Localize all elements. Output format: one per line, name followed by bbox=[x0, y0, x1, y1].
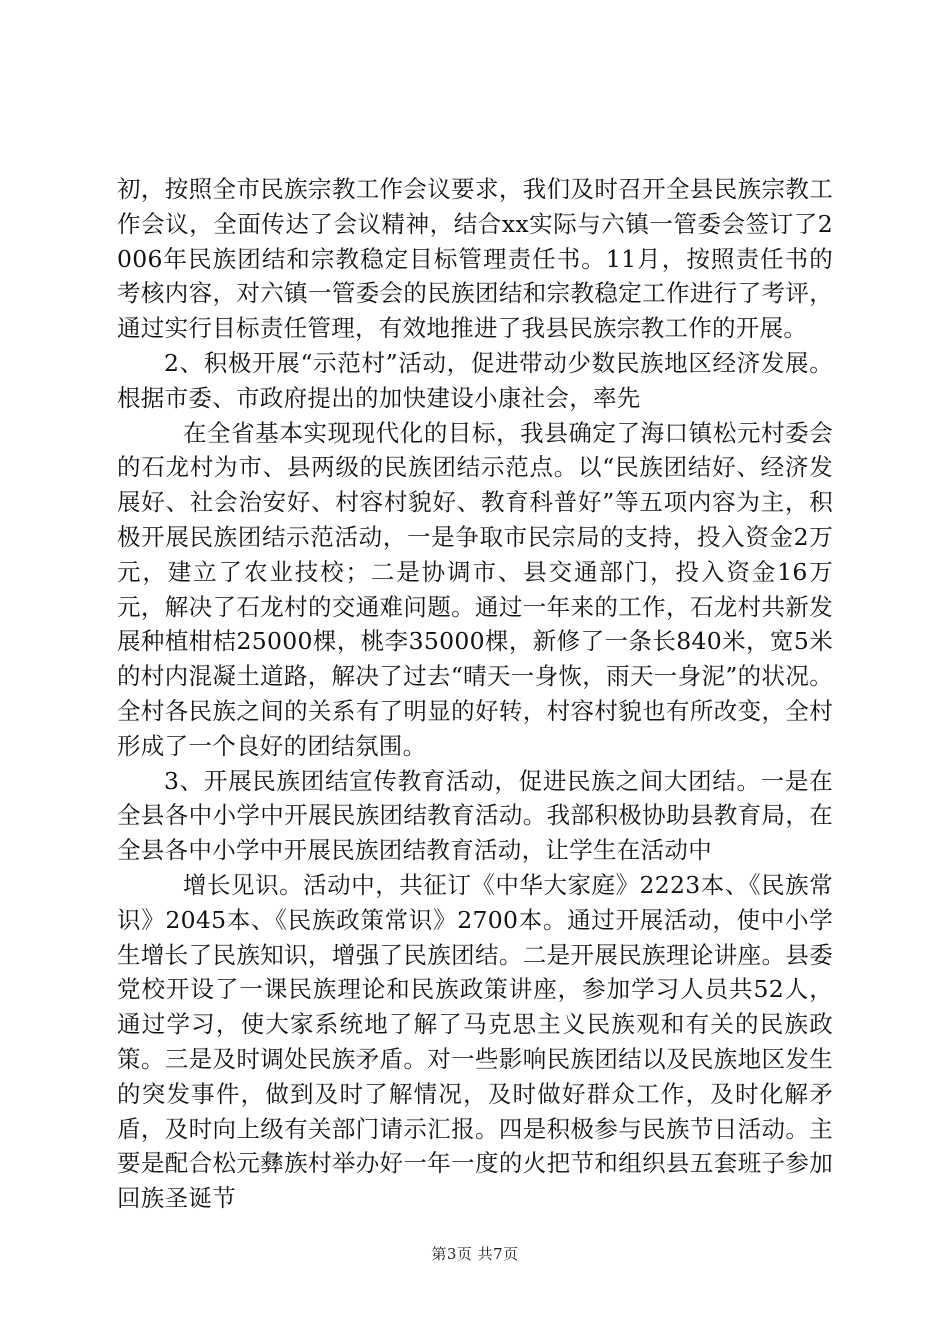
page-footer: 第3页 共7页 bbox=[431, 1245, 519, 1263]
paragraph-3: 在全省基本实现现代化的目标，我县确定了海口镇松元村委会的石龙村为市、县两级的民族团结示范点。以“民族团结好、经济发展好、社会治安好、村容村貌好、教育科普好”等五项内容为主，积极开展民族团结示范活动，一是争取市民宗局的支持，投入资金2万元，建立了农业技校；二是协调市、县交通部门，投入资金16万元，解决了石龙村的交通难问题。通过一年来的工作，石龙村共新发展种植柑桔25000棵，桃李35000棵，新修了一条长840米，宽5米的村内混凝土道路，解决了过去“晴天一身恢，雨天一身泥”的状况。全村各民族之间的关系有了明显的好转，村容村貌也有所改变，全村形成了一个良好的团结氛围。 bbox=[117, 418, 833, 760]
paragraph-5: 增长见识。活动中，共征订《中华大家庭》2223本、《民族常识》2045本、《民族政策常识》2700本。通过开展活动，使中小学生增长了民族知识，增强了民族团结。二是开展民族理论讲座。县委党校开设了一课民族理论和民族政策讲座，参加学习人员共52人，通过学习，使大家系统地了解了马克思主义民族观和有关的民族政策。三是及时调处民族矛盾。对一些影响民族团结以及民族地区发生的突发事件，做到及时了解情况，及时做好群众工作，及时化解矛盾，及时向上级有关部门请示汇报。四是积极参与民族节日活动。主要是配合松元彝族村举办好一年一度的火把节和组织县五套班子参加回族圣诞节 bbox=[117, 870, 833, 1213]
paragraph-1: 初，按照全市民族宗教工作会议要求，我们及时召开全县民族宗教工作会议，全面传达了会议精神，结合xx实际与六镇一管委会签订了2006年民族团结和宗教稳定目标管理责任书。11月，按照责任书的考核内容，对六镇一管委会的民族团结和宗教稳定工作进行了考评，通过实行目标责任管理，有效地推进了我县民族宗教工作的开展。 bbox=[117, 175, 833, 343]
document-body bbox=[117, 172, 833, 1216]
paragraph-4: 3、开展民族团结宣传教育活动，促进民族之间大团结。一是在全县各中小学中开展民族团结教育活动。我部积极协助县教育局，在全县各中小学中开展民族团结教育活动，让学生在活动中 bbox=[117, 766, 833, 865]
paragraph-2: 2、积极开展“示范村”活动，促进带动少数民族地区经济发展。根据市委、市政府提出的加快建设小康社会，率先 bbox=[117, 348, 833, 412]
